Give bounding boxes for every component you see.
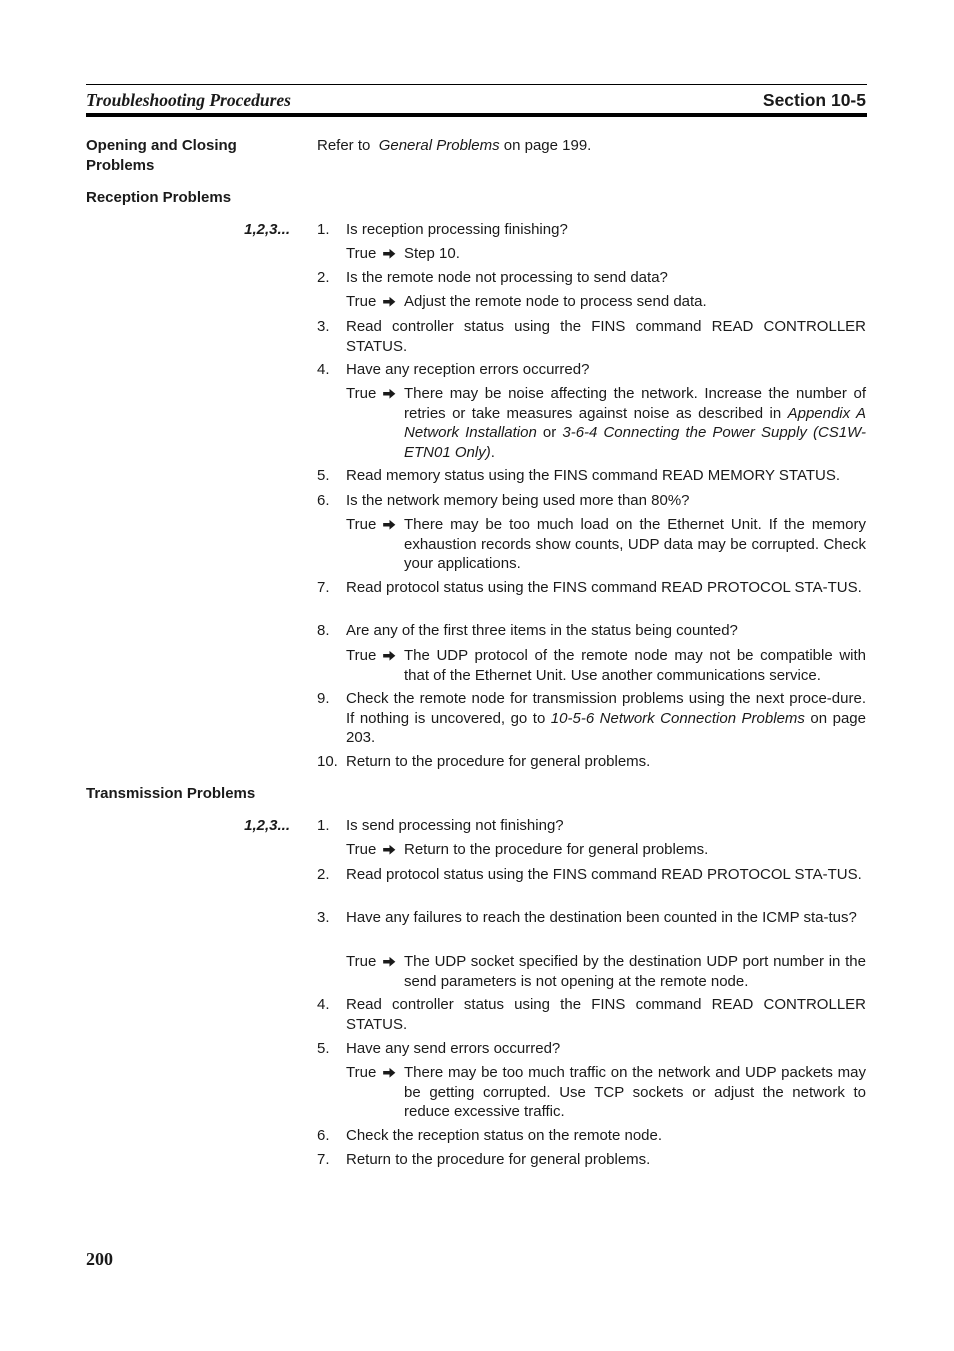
step-number: 5. bbox=[317, 1040, 330, 1057]
true-label: True bbox=[346, 647, 377, 664]
reception-step-7: Read protocol status using the FINS command READ PROTOCOL STA-TUS. bbox=[346, 579, 862, 596]
reception-step-1-result: Step 10. bbox=[404, 245, 460, 262]
true-label: True bbox=[346, 1064, 377, 1081]
transmission-step-2: Read protocol status using the FINS command READ PROTOCOL STA-TUS. bbox=[346, 866, 862, 883]
step-number: 4. bbox=[317, 996, 330, 1013]
reception-step-5: Read memory status using the FINS command READ MEMORY STATUS. bbox=[346, 467, 841, 484]
step-number: 2. bbox=[317, 269, 330, 286]
noise-advice: There may be noise affecting the network. Increase the number of retries or take measures against noise as described in bbox=[404, 385, 866, 422]
step-number: 1. bbox=[317, 221, 330, 238]
reception-step-6: Is the network memory being used more than 80%? bbox=[346, 492, 690, 509]
transmission-step-1-result: Return to the procedure for general problems. bbox=[404, 841, 709, 858]
reception-step-9 bbox=[346, 689, 866, 748]
transmission-step-1: Is send processing not finishing? bbox=[346, 817, 564, 834]
step-9-text: Check the remote node for transmission problems using the next proce-dure. If nothing is uncovered, go to bbox=[346, 690, 866, 727]
right-arrow-icon bbox=[382, 646, 397, 666]
general-problems-reference: General Problems bbox=[378, 137, 500, 154]
power-supply-reference: 3-6-4 Connecting the Power Supply (CS1W-ETN01 Only) bbox=[404, 424, 866, 461]
true-label: True bbox=[346, 953, 377, 970]
step-number: 6. bbox=[317, 1127, 330, 1144]
true-label: True bbox=[346, 293, 377, 310]
step-number: 3. bbox=[317, 909, 330, 926]
reception-step-8: Are any of the first three items in the status being counted? bbox=[346, 622, 738, 639]
right-arrow-icon bbox=[382, 515, 397, 535]
right-arrow-icon bbox=[382, 292, 397, 312]
step-number: 5. bbox=[317, 467, 330, 484]
refer-prefix: Refer to bbox=[317, 137, 371, 154]
reception-step-1: Is reception processing finishing? bbox=[346, 221, 568, 238]
right-arrow-icon bbox=[382, 384, 397, 404]
true-label: True bbox=[346, 516, 377, 533]
step-number: 7. bbox=[317, 579, 330, 596]
transmission-step-6: Check the reception status on the remote node. bbox=[346, 1127, 663, 1144]
step-number: 8. bbox=[317, 622, 330, 639]
right-arrow-icon bbox=[382, 244, 397, 264]
opening-heading: Opening and Closing Problems bbox=[86, 137, 237, 174]
opening-reference bbox=[317, 136, 591, 156]
transmission-step-4: Read controller status using the FINS command READ CONTROLLER STATUS. bbox=[346, 996, 866, 1033]
header-bottom-rule bbox=[86, 113, 867, 117]
transmission-sequence-label: 1,2,3... bbox=[244, 817, 290, 834]
appendix-a-reference: Appendix A Network Installation bbox=[404, 404, 866, 441]
network-connection-reference: 10-5-6 Network Connection Problems bbox=[550, 709, 805, 727]
reception-heading: Reception Problems bbox=[86, 189, 232, 206]
reception-step-2-result: Adjust the remote node to process send data. bbox=[404, 293, 707, 310]
transmission-heading: Transmission Problems bbox=[86, 785, 256, 802]
step-number: 7. bbox=[317, 1151, 330, 1168]
right-arrow-icon bbox=[382, 952, 397, 972]
end-period: . bbox=[490, 443, 495, 461]
transmission-step-7: Return to the procedure for general problems. bbox=[346, 1151, 651, 1168]
reception-step-3: Read controller status using the FINS command READ CONTROLLER STATUS. bbox=[346, 318, 866, 355]
step-number: 6. bbox=[317, 492, 330, 509]
page-number: 200 bbox=[86, 1249, 113, 1269]
step-number: 9. bbox=[317, 690, 330, 707]
step-number: 10. bbox=[317, 753, 338, 770]
header-section: Section 10-5 bbox=[762, 90, 866, 110]
reception-sequence-label: 1,2,3... bbox=[244, 221, 290, 238]
header-top-rule bbox=[86, 84, 867, 85]
or-text: or bbox=[542, 424, 557, 441]
reception-step-8-result: The UDP protocol of the remote node may not be compatible with that of the Ethernet Unit. Use another communications service. bbox=[404, 647, 866, 684]
reception-step-2: Is the remote node not processing to send data? bbox=[346, 269, 668, 286]
reception-step-10: Return to the procedure for general problems. bbox=[346, 753, 651, 770]
refer-suffix: on page 199. bbox=[503, 137, 592, 154]
reception-step-4-result bbox=[404, 384, 866, 462]
true-label: True bbox=[346, 245, 377, 262]
transmission-step-3-result: The UDP socket specified by the destination UDP port number in the send parameters is not opening at the remote node. bbox=[404, 953, 866, 990]
step-number: 1. bbox=[317, 817, 330, 834]
step-number: 4. bbox=[317, 361, 330, 378]
true-label: True bbox=[346, 841, 377, 858]
step-number: 2. bbox=[317, 866, 330, 883]
transmission-step-5: Have any send errors occurred? bbox=[346, 1040, 561, 1057]
step-number: 3. bbox=[317, 318, 330, 335]
transmission-step-3: Have any failures to reach the destination been counted in the ICMP sta-tus? bbox=[346, 909, 857, 926]
reception-step-6-result: There may be too much load on the Ethernet Unit. If the memory exhaustion records show counts, UDP data may be corrupted. Check your applications. bbox=[404, 516, 866, 572]
right-arrow-icon bbox=[382, 840, 397, 860]
reception-step-4: Have any reception errors occurred? bbox=[346, 361, 590, 378]
transmission-step-5-result: There may be too much traffic on the network and UDP packets may be getting corrupted. Use TCP sockets or adjust the network to reduce excessive traffic. bbox=[404, 1064, 866, 1120]
right-arrow-icon bbox=[382, 1063, 397, 1083]
step-9-page: on page 203. bbox=[346, 709, 866, 746]
header-title: Troubleshooting Procedures bbox=[86, 90, 291, 110]
true-label: True bbox=[346, 385, 377, 402]
